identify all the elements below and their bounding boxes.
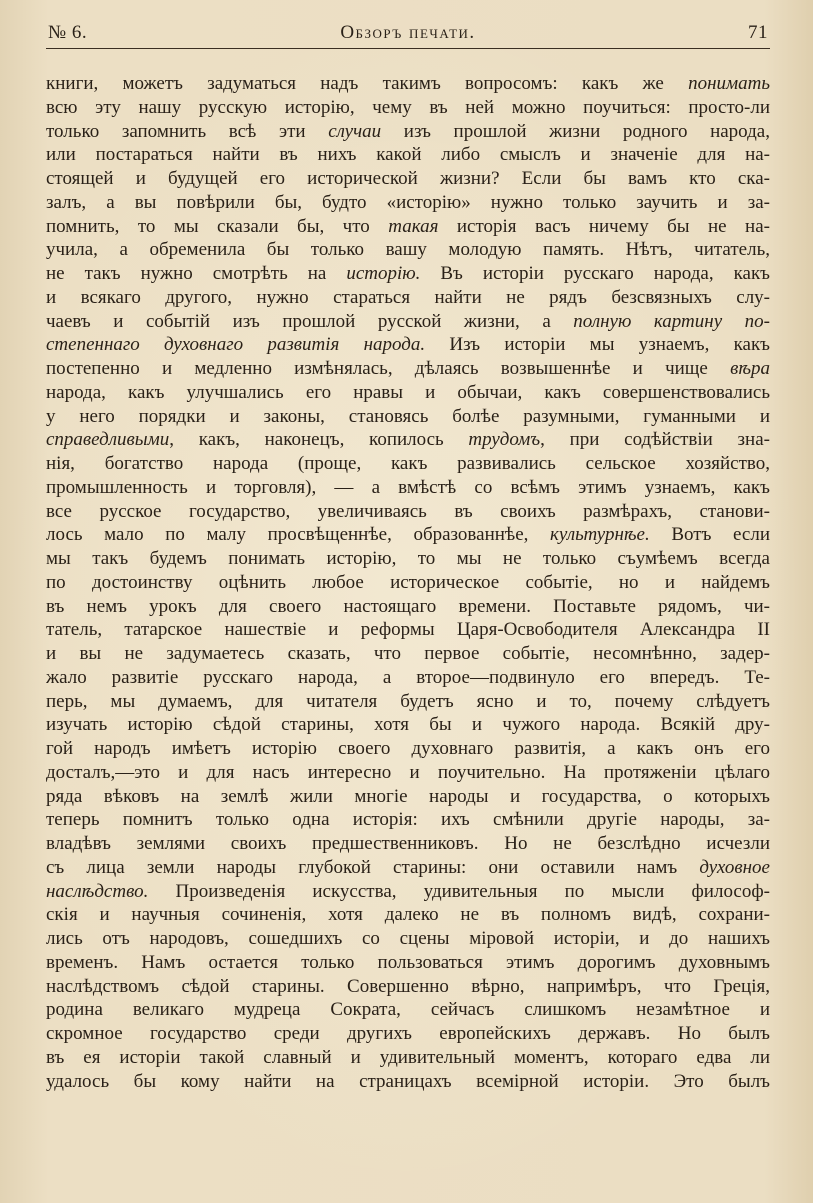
text-line bbox=[46, 476, 770, 500]
text-line bbox=[46, 452, 770, 476]
text-line bbox=[46, 523, 770, 547]
text-segment: досталъ,—это и для насъ интересно и поучительно. На протяженіи цѣлаго bbox=[46, 761, 770, 783]
text-line bbox=[46, 286, 770, 310]
text-segment: помнить, то мы сказали бы, что bbox=[46, 215, 389, 237]
text-segment: владѣвъ землями своихъ предшественниковъ. Но не безслѣдно исчезли bbox=[46, 833, 770, 854]
text-line bbox=[46, 381, 770, 405]
text-segment: изъ прошлой жизни родного народа, bbox=[381, 120, 770, 142]
text-segment: Вотъ если bbox=[649, 524, 770, 546]
text-segment: временъ. Намъ остается только пользоваться этимъ дорогимъ духовнымъ bbox=[46, 951, 770, 973]
text-line bbox=[46, 310, 770, 334]
text-segment: ряда вѣковъ на землѣ жили многіе народы и государства, о которыхъ bbox=[46, 785, 770, 807]
text-segment: лось мало по малу просвѣщеннѣе, образованнѣе, bbox=[46, 524, 551, 546]
text-segment: народа, какъ улучшались его нравы и обычаи, какъ совершенствовались bbox=[46, 381, 770, 403]
text-line bbox=[46, 951, 770, 975]
italic-text: духовное bbox=[699, 856, 770, 878]
text-line bbox=[46, 713, 770, 737]
text-line bbox=[46, 1022, 770, 1046]
text-line bbox=[46, 428, 770, 452]
text-segment: въ ея исторіи такой славный и удивительный моментъ, котораго едва ли bbox=[46, 1046, 770, 1068]
text-segment: жало развитіе русскаго народа, а второе—подвинуло его впередъ. Те- bbox=[46, 666, 770, 688]
text-line bbox=[46, 191, 770, 215]
text-segment: теперь помнитъ только одна исторія: ихъ смѣнили другіе народы, за- bbox=[46, 809, 770, 831]
text-segment: татель, татарское нашествіе и реформы Царя-Освободителя Александра II bbox=[46, 619, 770, 641]
text-line bbox=[46, 500, 770, 524]
text-segment: промышленность и торговля), — а вмѣстѣ со всѣмъ этимъ узнаемъ, какъ bbox=[46, 476, 770, 498]
text-segment: нія, богатство народа (проще, какъ развивались сельское хозяйство, bbox=[46, 453, 770, 474]
text-segment: , какъ, наконецъ, копилось bbox=[169, 429, 469, 451]
text-line bbox=[46, 215, 770, 239]
italic-text: полную картину по- bbox=[573, 310, 770, 332]
text-line bbox=[46, 1070, 770, 1094]
text-line bbox=[46, 666, 770, 690]
text-line bbox=[46, 927, 770, 951]
text-segment: перь, мы думаемъ, для читателя будетъ ясно и то, почему слѣдуетъ bbox=[46, 690, 770, 712]
italic-text: такая bbox=[388, 215, 439, 237]
text-line bbox=[46, 856, 770, 880]
text-segment: Въ исторіи русскаго народа, какъ bbox=[420, 263, 770, 284]
text-line bbox=[46, 167, 770, 191]
text-segment: или постараться найти въ нихъ какой либо смыслъ и значеніе для на- bbox=[46, 144, 770, 166]
italic-text: понимать bbox=[688, 73, 770, 94]
italic-text: случаи bbox=[328, 120, 382, 142]
text-line bbox=[46, 642, 770, 666]
running-header bbox=[48, 22, 768, 48]
text-line bbox=[46, 737, 770, 761]
text-line bbox=[46, 96, 770, 120]
text-line bbox=[46, 143, 770, 167]
text-line bbox=[46, 618, 770, 642]
text-line bbox=[46, 238, 770, 262]
text-line bbox=[46, 998, 770, 1022]
text-line bbox=[46, 903, 770, 927]
text-segment: Произведенія искусства, удивительныя по мысли философ- bbox=[148, 880, 770, 902]
italic-text: наслѣдство. bbox=[46, 880, 149, 902]
text-segment: книги, можетъ задуматься надъ такимъ вопросомъ: какъ же bbox=[46, 73, 689, 94]
text-segment: , при содѣйствіи зна- bbox=[540, 429, 770, 451]
text-segment: въ немъ урокъ для своего настоящаго времени. Поставьте рядомъ, чи- bbox=[46, 595, 770, 617]
text-line bbox=[46, 120, 770, 144]
text-line bbox=[46, 547, 770, 571]
text-segment: съ лица земли народы глубокой старины: они оставили намъ bbox=[46, 856, 700, 878]
italic-text: трудомъ bbox=[468, 429, 541, 451]
text-segment: лись отъ народовъ, сошедшихъ со сцены міровой исторіи, и до нашихъ bbox=[46, 928, 770, 949]
text-segment: мы такъ будемъ понимать исторію, то мы не только съумѣемъ всегда bbox=[46, 548, 770, 569]
text-segment: учила, а обременила бы только вашу молодую память. Нѣтъ, читатель, bbox=[46, 239, 770, 261]
text-segment: всю эту нашу русскую исторію, чему въ ней можно поучиться: просто-ли bbox=[46, 96, 770, 118]
text-line bbox=[46, 357, 770, 381]
text-line bbox=[46, 761, 770, 785]
text-line bbox=[46, 571, 770, 595]
text-line bbox=[46, 262, 770, 286]
text-line bbox=[46, 405, 770, 429]
text-line bbox=[46, 785, 770, 809]
text-segment: родина великаго мудреца Сократа, сейчасъ слишкомъ незамѣтное и bbox=[46, 999, 770, 1021]
text-line bbox=[46, 72, 770, 96]
header-rule bbox=[46, 48, 770, 49]
issue-number: № 6. bbox=[48, 22, 88, 43]
text-segment: стоящей и будущей его исторической жизни? Если бы вамъ кто ска- bbox=[46, 168, 770, 189]
text-segment: изучать исторію сѣдой старины, хотя бы и чужого народа. Всякій дру- bbox=[46, 714, 770, 736]
text-segment: по достоинству оцѣнить любое историческое событіе, но и найдемъ bbox=[46, 571, 770, 593]
text-segment: Изъ исторіи мы узнаемъ, какъ bbox=[425, 334, 770, 356]
text-line bbox=[46, 832, 770, 856]
text-segment: наслѣдствомъ сѣдой старины. Совершенно вѣрно, напримѣръ, что Греція, bbox=[46, 975, 770, 997]
text-segment: и всякаго другого, нужно стараться найти не рядъ безсвязныхъ слу- bbox=[46, 286, 770, 308]
text-segment: только запомнить всѣ эти bbox=[46, 120, 329, 142]
text-line bbox=[46, 333, 770, 357]
text-segment: постепенно и медленно измѣнялась, дѣлаясь возвышеннѣе и чище bbox=[46, 358, 731, 379]
text-segment: скія и научныя сочиненія, хотя далеко не въ полномъ видѣ, сохрани- bbox=[46, 904, 770, 926]
text-segment: гой народъ имѣетъ исторію своего духовнаго развитія, а какъ онъ его bbox=[46, 738, 770, 759]
text-segment: и вы не задумаетесь сказать, что первое событіе, несомнѣнно, задер- bbox=[46, 643, 770, 664]
italic-text: справедливыми bbox=[46, 429, 170, 451]
text-segment: у него порядки и законы, становясь болѣе разумными, гуманными и bbox=[46, 405, 770, 427]
text-segment: удалось бы кому найти на страницахъ всеміpной исторіи. Это былъ bbox=[46, 1070, 770, 1092]
text-line bbox=[46, 690, 770, 714]
text-line bbox=[46, 975, 770, 999]
text-segment: залъ, а вы повѣрили бы, будто «исторію» нужно только заучить и за- bbox=[46, 191, 770, 213]
text-segment: исторія васъ ничему бы не на- bbox=[438, 215, 770, 237]
text-segment: не такъ нужно смотрѣть на bbox=[46, 263, 347, 284]
text-line bbox=[46, 808, 770, 832]
text-line bbox=[46, 880, 770, 904]
section-title: Обзоръ печати. bbox=[340, 22, 476, 43]
page-number: 71 bbox=[748, 22, 768, 43]
body-text bbox=[46, 72, 770, 1093]
italic-text: вѣра bbox=[730, 358, 770, 379]
text-line bbox=[46, 1046, 770, 1070]
text-segment: скромное государство среди другихъ европейскихъ державъ. Но былъ bbox=[46, 1023, 770, 1044]
text-segment: все русское государство, увеличиваясь въ своихъ размѣрахъ, станови- bbox=[46, 500, 770, 522]
text-segment: чаевъ и событій изъ прошлой русской жизни, а bbox=[46, 310, 574, 332]
italic-text: культурнѣе. bbox=[550, 524, 650, 546]
italic-text: исторію. bbox=[346, 263, 421, 284]
italic-text: степеннаго духовнаго развитія народа. bbox=[46, 334, 426, 356]
text-line bbox=[46, 595, 770, 619]
